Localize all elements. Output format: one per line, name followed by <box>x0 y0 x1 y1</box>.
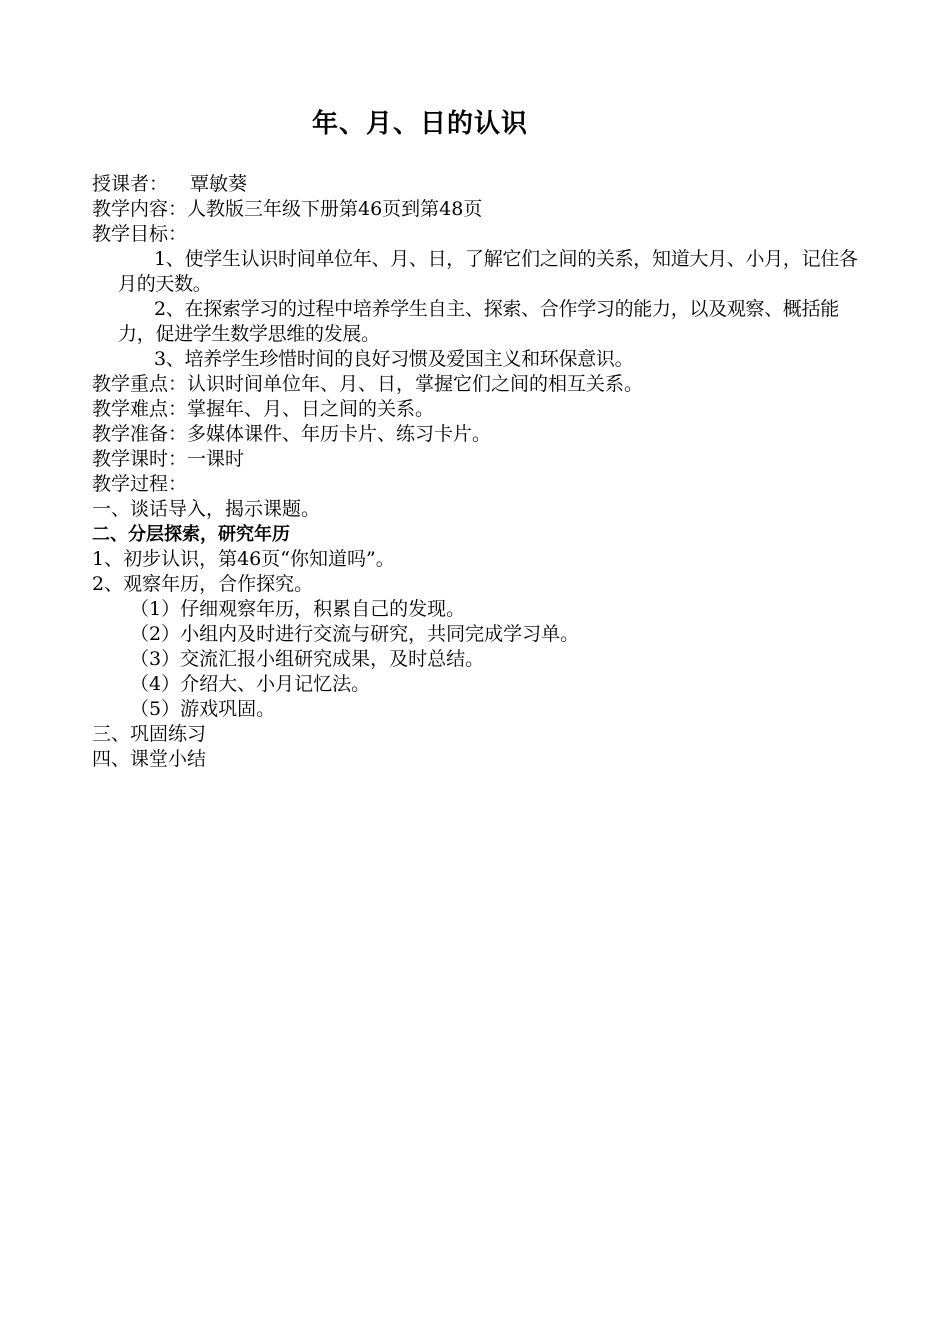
teacher-name: 覃敏葵 <box>190 173 248 195</box>
key-point: 教学重点：认识时间单位年、月、日，掌握它们之间的相互关系。 <box>92 373 644 395</box>
process-step-4: 四、课堂小结 <box>92 748 207 770</box>
difficulty: 教学难点：掌握年、月、日之间的关系。 <box>92 398 435 420</box>
step-2-subitem: （5）游戏巩固。 <box>130 698 276 720</box>
goal-item: 1、使学生认识时间单位年、月、日，了解它们之间的关系，知道大月、小月，记住各月的天数。 <box>118 248 858 295</box>
step-2-subitem: （3）交流汇报小组研究成果，及时总结。 <box>130 648 485 670</box>
goal-item: 2、在探索学习的过程中培养学生自主、探索、合作学习的能力，以及观察、概括能力，促进学生数学思维的发展。 <box>118 298 839 345</box>
step-2-item: 2、观察年历，合作探究。 <box>92 573 314 595</box>
step-2-item: 1、初步认识，第46页“你知道吗”。 <box>92 548 395 570</box>
step-2-subitem: （2）小组内及时进行交流与研究，共同完成学习单。 <box>130 623 580 645</box>
step-2-subitem: （4）介绍大、小月记忆法。 <box>130 673 371 695</box>
process-step-1: 一、谈话导入，揭示课题。 <box>92 498 321 520</box>
process-step-3: 三、巩固练习 <box>92 723 207 745</box>
teaching-content: 教学内容：人教版三年级下册第46页到第48页 <box>92 198 483 220</box>
process-step-2: 二、分层探索，研究年历 <box>92 524 290 545</box>
preparation: 教学准备：多媒体课件、年历卡片、练习卡片。 <box>92 423 492 445</box>
class-period: 教学课时：一课时 <box>92 448 245 470</box>
step-2-subitem: （1）仔细观察年历，积累自己的发现。 <box>130 598 466 620</box>
goal-item: 3、培养学生珍惜时间的良好习惯及爱国主义和环保意识。 <box>154 348 634 370</box>
goals-heading: 教学目标： <box>92 223 188 245</box>
document-title: 年、月、日的认识 <box>311 109 528 139</box>
process-heading: 教学过程： <box>92 473 188 495</box>
teacher-label: 授课者： <box>92 173 169 195</box>
lesson-plan-body <box>92 172 872 772</box>
teacher-line <box>92 172 872 197</box>
